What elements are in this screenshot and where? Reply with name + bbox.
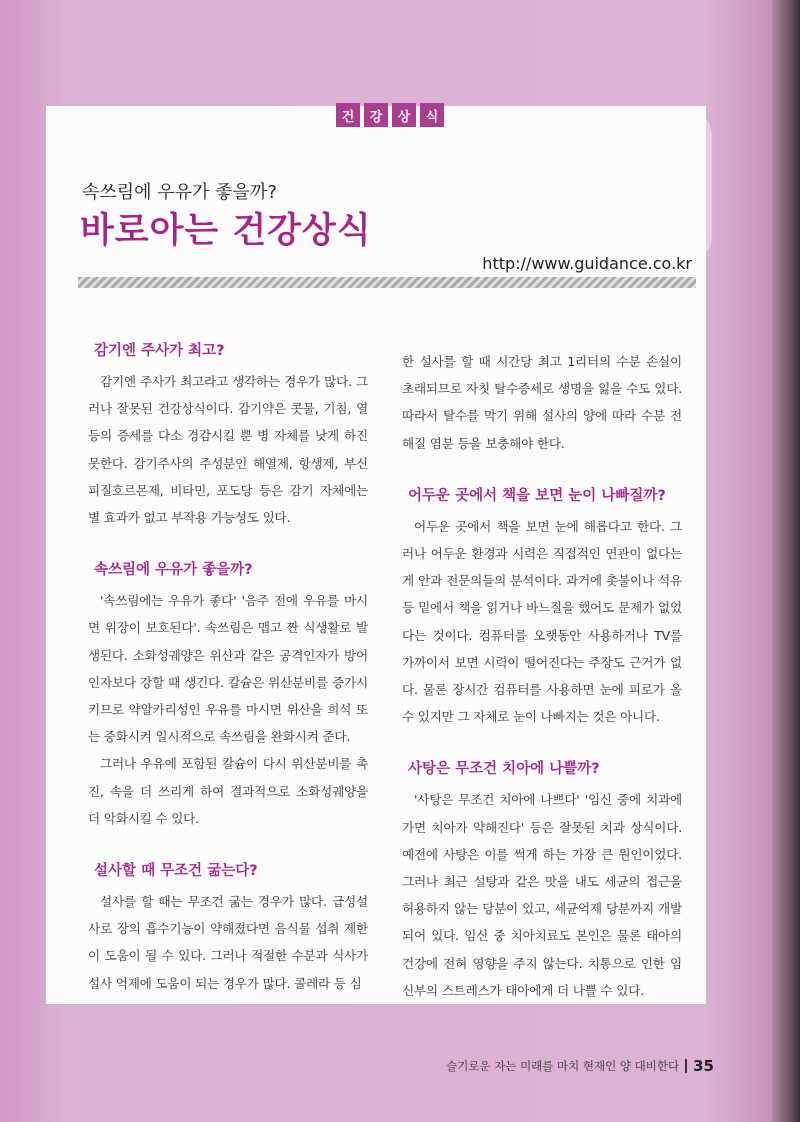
section-paragraph: 어두운 곳에서 책을 보면 눈에 해롭다고 한다. 그러나 어두운 환경과 시력은 직접적인 연관이 없다는 게 안과 전문의들의 분석이다. 과거에 촛불이나 석유등 밑에서 책을 읽거나 바느질을 했어도 문제가 없었다는 것이다. 컴퓨터를 오랫동안 사용하거나 TV를 가까이서 보면 시력이 떨어진다는 주장도 근거가 없다. 물론 장시간 컴퓨터를 사용하면 눈에 피로가 올 수 있지만 그 자체로 눈이 나빠지는 것은 아니다. <box>402 518 682 725</box>
book-spine-shadow <box>772 0 800 1122</box>
section-paragraph: '속쓰림에는 우유가 좋다' '음주 전에 우유를 마시면 위장이 보호된다'. 속쓰림은 맵고 짠 식생활로 발생된다. 소화성궤양은 위산과 같은 공격인자가 방어인자보다 강할 때 생긴다. 칼슘은 위산분비를 증가시키므로 약알카리성인 우유를 마시면 위산을 희석 또는 중화시켜 일시적으로 속쓰림을 완화시켜 준다. <box>88 593 368 745</box>
section-paragraph: '사탕은 무조건 치아에 나쁘다' '임신 중에 치과에 가면 치아가 약해진다' 등은 잘못된 치과 상식이다. 예전에 사탕은 이를 썩게 하는 가장 큰 원인이었다. 그러나 최근 설탕과 같은 맛을 내도 세균의 접근을 허용하지 않는 당분이 있고, 세균억제 당분까지 개발되어 있다. 임신 중 치아치료도 본인은 물론 태아의 건강에 전혀 영향을 주지 않는다. 치통으로 인한 임신부의 스트레스가 태아에게 더 나쁠 수 있다. <box>402 792 682 998</box>
page-footer <box>446 1057 714 1075</box>
category-tag: 식 <box>420 103 444 127</box>
article-subtitle: 속쓰림에 우유가 좋을까? <box>82 182 277 203</box>
section-paragraph: 설사를 할 때는 무조건 굶는 경우가 많다. 급성설사로 장의 흡수기능이 약해졌다면 음식물 섭취 제한이 도움이 될 수 있다. 그러나 적절한 수분과 식사가 설사 억제에 도움이 되는 경우가 많다. 콜레라 등 심 <box>88 894 368 991</box>
page-number: 35 <box>693 1057 714 1075</box>
category-tag: 건 <box>336 103 360 127</box>
article-section-continued <box>402 348 682 457</box>
category-tag: 강 <box>364 103 388 127</box>
section-paragraph: 그러나 우유에 포함된 칼슘이 다시 위산분비를 촉진, 속을 더 쓰리게 하여 결과적으로 소화성궤양을 더 악화시킬 수 있다. <box>88 756 368 826</box>
section-heading: 사탕은 무조건 치아에 나쁠까? <box>408 761 600 778</box>
right-column <box>402 338 682 1004</box>
article-title: 바로아는 건강상식 <box>80 210 372 251</box>
section-heading: 설사할 때 무조건 굶는다? <box>94 863 258 880</box>
section-paragraph: 한 설사를 할 때 시간당 최고 1리터의 수분 손실이 초래되므로 자칫 탈수증세로 생명을 잃을 수도 있다. 따라서 탈수를 막기 위해 설사의 양에 따라 수분 전해질 염분 등을 보충해야 한다. <box>402 354 682 451</box>
section-heading: 감기엔 주사가 최고? <box>94 343 225 359</box>
category-tag: 상 <box>392 103 416 127</box>
footer-separator <box>685 1059 687 1073</box>
section-heading: 어두운 곳에서 책을 보면 눈이 나빠질까? <box>408 487 666 504</box>
footer-slogan: 슬기로운 자는 미래를 마치 현재인 양 대비한다 <box>446 1059 680 1073</box>
section-paragraph: 감기엔 주사가 최고라고 생각하는 경우가 많다. 그러나 잘못된 건강상식이다. 감기약은 콧물, 기침, 열 등의 증세를 다소 경감시킬 뿐 병 자체를 낫게 하진 못한다. 감기주사의 주성분인 해열제, 항생제, 부신피질호르몬제, 비타민, 포도당 등은 감기 자체에는 별 효과가 없고 부작용 가능성도 있다. <box>88 374 368 526</box>
article-section <box>402 483 682 731</box>
article-section <box>402 756 682 1004</box>
article-section <box>88 338 368 531</box>
divider-bar <box>78 277 696 288</box>
article-section <box>88 557 368 832</box>
category-tags <box>336 103 444 127</box>
left-column <box>88 338 368 997</box>
section-heading: 속쓰림에 우유가 좋을까? <box>94 562 253 579</box>
article-section <box>88 858 368 997</box>
source-url: http://www.guidance.co.kr <box>482 254 692 273</box>
